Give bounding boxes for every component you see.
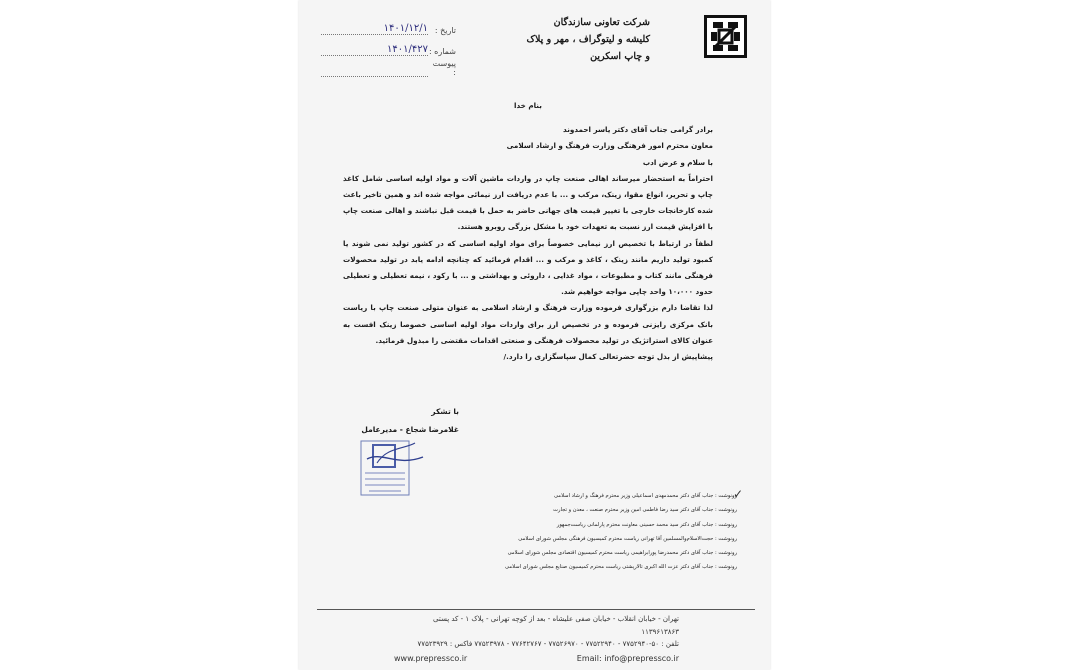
date-row [321, 14, 456, 35]
company-logo [704, 15, 747, 58]
logo-mark-icon [707, 18, 744, 55]
company-line-3: و چاپ اسکرین [590, 51, 650, 62]
footer-divider [317, 609, 755, 610]
paragraph-1: احتراماً به استحضار میرساند اهالی صنعت چاپ در واردات ماشین آلات و مواد اولیه اساسی شامل کاغذ چاپ و تحریر، انواع مقوا، زینک، مرکب و ... با عدم دریافت ارز نیمائی مواجه شده اند و همین تاخیر باعث شده کارخانجات خارجی با تغییر قیمت های جهانی حاضر به حمل با قیمت قبل نباشند و اهالی صنعت چاپ با افزایش قیمت ارز نسبت به تعهدات خود با مشکل بزرگی روبرو هستند. [343, 173, 713, 232]
number-row [321, 35, 456, 56]
bismillah: بنام خدا [514, 101, 542, 110]
attachment-label: پیوست : [432, 59, 456, 77]
paragraph-2: لطفاً در ارتباط با تخصیص ارز نیمایی خصوصاً برای مواد اولیه اساسی که در کشور تولید نمی شوند یا کمبود تولید داریم مانند زینک ، کاغذ و مرکب و ... اقدام فرمائید که چنانچه ادامه یابد در تولید محصولات فرهنگی مانند کتاب و مطبوعات ، مواد غذایی ، داروئی و بهداشتی و ... با رکود ، نیمه تعطیلی و تعطیلی حدود ۱۰،۰۰۰ واحد چاپی مواجه خواهیم شد. [343, 238, 713, 297]
letter-meta [321, 14, 456, 77]
salutation-line-1: برادر گرامی جناب آقای دکتر یاسر احمدوند [563, 125, 713, 135]
number-value: ۱۴۰۱/۴۲۷ [321, 44, 428, 56]
company-name [510, 14, 650, 65]
cc-item: رونوشت : جناب آقای دکتر محمدمهدی اسماعیلی وزیر محترم فرهنگ و ارشاد اسلامی [553, 493, 737, 499]
footer-phone: تلفن : ۵۰-۷۷۵۲۹۴۰ - ۷۷۵۲۲۹۴۰ - ۷۷۵۲۶۹۷۰ - ۷۷۶۴۲۷۶۷ - ۷۷۵۲۳۹۷۸ فاکس : ۷۷۵۲۳۹۲۹ [417, 640, 679, 648]
letterhead-footer [394, 613, 679, 665]
salutation-line-2: معاون محترم امور فرهنگی وزارت فرهنگ و ارشاد اسلامی [506, 141, 713, 151]
number-label: شماره : [428, 47, 456, 56]
company-line-1: شرکت تعاونی سازندگان [553, 17, 650, 28]
cc-item: رونوشت : جناب آقای دکتر محمدرضا پورابراهیمی ریاست محترم کمیسیون اقتصادی مجلس شورای اسلامی [507, 550, 737, 557]
attachment-row [321, 56, 456, 77]
cc-list [427, 489, 737, 575]
cc-item: رونوشت : جناب آقای دکتر سید محمد حسینی معاونت محترم پارلمانی ریاست‌جمهور [556, 521, 737, 528]
signatory-name: غلامرضا شجاع - مدیرعامل [361, 425, 459, 434]
thanks-text: با تشکر [431, 407, 459, 416]
company-line-2: کلیشه و لیتوگراف ، مهر و پلاک [526, 34, 650, 45]
company-stamp-icon [357, 439, 427, 497]
footer-web-row [394, 653, 679, 666]
footer-email: Email: info@prepressco.ir [576, 653, 679, 663]
cc-item: رونوشت : جناب آقای دکتر عزت الله اکبری تالارپشتی ریاست محترم کمیسیون صنایع مجلس شورای اسلامی [505, 564, 737, 571]
attachment-value [321, 76, 428, 77]
letter-body [343, 98, 713, 365]
cc-item: رونوشت : حجت‌الاسلام‌والمسلمین آقا تهرانی ریاست محترم کمیسیون فرهنگی مجلس شورای اسلامی [518, 535, 737, 542]
greeting: با سلام و عرض ادب [642, 157, 713, 167]
closing-line: پیشاپیش از بذل توجه حضرتعالی کمال سپاسگزاری را دارد./ [503, 352, 713, 362]
footer-address: تهران - خیابان انقلاب - خیابان صفی علیشاه - بعد از کوچه تهرانی - پلاک ۱ - کد پستی ۱۱۳۹۶۱۳۸۶۳ [433, 615, 679, 636]
paragraph-3: لذا تقاضا دارم بزرگواری فرموده وزارت فرهنگ و ارشاد اسلامی به عنوان متولی صنعت چاپ با ریاست بانک مرکزی رایزنی فرموده و در تخصیص ارز برای واردات مواد اولیه اساسی خصوصا زینک افست به عنوان کالای استراتژیک در تولید محصولات فرهنگی و صنعتی اقدامات مقتضی را مبذول فرمائید. [343, 303, 713, 345]
signature-block [339, 403, 459, 439]
letter-page [299, 0, 770, 670]
checkmark-icon: ✓ [733, 487, 744, 501]
date-label: تاریخ : [434, 26, 456, 35]
footer-website: www.prepressco.ir [394, 653, 468, 663]
date-value: ۱۴۰۱/۱۲/۱ [321, 23, 428, 35]
cc-item: رونوشت : جناب آقای دکتر سید رضا فاطمی امین وزیر محترم صنعت ، معدن و تجارت [553, 507, 737, 514]
